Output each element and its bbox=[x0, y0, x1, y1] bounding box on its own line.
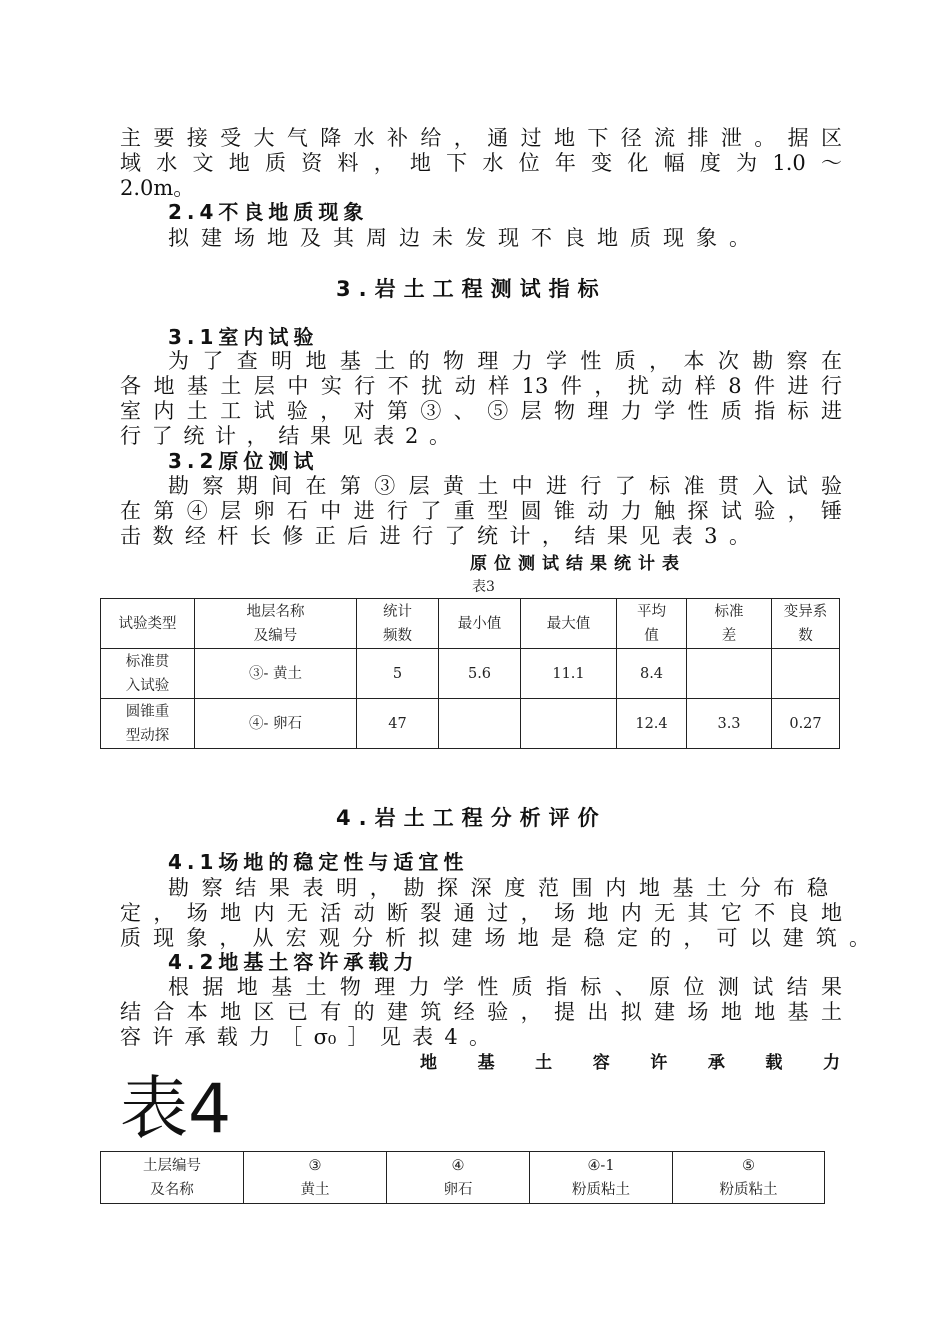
table-4-caption: 地基土容许承载力 bbox=[420, 1053, 840, 1073]
header-cell: ④-1 粉质粘土 bbox=[530, 1152, 673, 1204]
header-cell: 地层名称 及编号 bbox=[195, 599, 357, 649]
chapter-title-4: 4.岩土工程分析评价 bbox=[336, 806, 607, 830]
table-3-number: 表3 bbox=[472, 579, 495, 595]
table-cell: 0.27 bbox=[772, 699, 840, 749]
table-cell bbox=[439, 699, 521, 749]
paragraph-line: 主要接受大气降水补给，通过地下径流排泄。据区 bbox=[120, 126, 842, 150]
header-cell: ④ 卵石 bbox=[387, 1152, 530, 1204]
table-cell: ④- 卵石 bbox=[195, 699, 357, 749]
table-4 bbox=[100, 1151, 825, 1204]
paragraph-line: 结合本地区已有的建筑经验，提出拟建场地地基土 bbox=[120, 1000, 842, 1024]
table-header-row bbox=[101, 599, 840, 649]
table-cell: 11.1 bbox=[521, 649, 617, 699]
chapter-title-3: 3.岩土工程测试指标 bbox=[336, 277, 607, 301]
table-cell bbox=[687, 649, 772, 699]
paragraph-line: 各地基土层中实行不扰动样13件，扰动样8件进行 bbox=[120, 374, 842, 398]
table-cell: 3.3 bbox=[687, 699, 772, 749]
table-cell: 8.4 bbox=[617, 649, 687, 699]
paragraph-line: 勘察期间在第③层黄土中进行了标准贯入试验 bbox=[168, 474, 842, 498]
header-cell: 统计 频数 bbox=[357, 599, 439, 649]
section-heading-3-1: 3.1室内试验 bbox=[168, 325, 319, 349]
paragraph-line: 在第④层卵石中进行了重型圆锥动力触探试验，锤 bbox=[120, 499, 842, 523]
header-cell: ⑤ 粉质粘土 bbox=[673, 1152, 825, 1204]
paragraph-line: 定，场地内无活动断裂通过，场地内无其它不良地 bbox=[120, 901, 842, 925]
table-cell: ③- 黄土 bbox=[195, 649, 357, 699]
table-cell: 5 bbox=[357, 649, 439, 699]
paragraph-line: 质现象，从宏观分析拟建场地是稳定的，可以建筑。 bbox=[120, 926, 870, 950]
section-heading-4-1: 4.1场地的稳定性与适宜性 bbox=[168, 850, 469, 874]
header-cell: 最小值 bbox=[439, 599, 521, 649]
table-cell: 12.4 bbox=[617, 699, 687, 749]
table-3-caption: 原位测试结果统计表 bbox=[470, 554, 686, 574]
paragraph-line: 容许承载力［σ₀］见表4。 bbox=[120, 1025, 490, 1049]
header-cell: 变异系 数 bbox=[772, 599, 840, 649]
table-cell: 圆锥重 型动探 bbox=[101, 699, 195, 749]
paragraph-line: 2.0m。 bbox=[120, 176, 195, 200]
section-heading-3-2: 3.2原位测试 bbox=[168, 449, 319, 473]
paragraph-line: 为了查明地基土的物理力学性质，本次勘察在 bbox=[168, 349, 842, 373]
table-row bbox=[101, 649, 840, 699]
table-3 bbox=[100, 598, 840, 749]
header-cell: 试验类型 bbox=[101, 599, 195, 649]
header-cell: 平均 值 bbox=[617, 599, 687, 649]
paragraph-line: 拟建场地及其周边未发现不良地质现象。 bbox=[168, 226, 750, 250]
section-heading-4-2: 4.2地基土容许承载力 bbox=[168, 950, 419, 974]
table-cell: 标准贯 入试验 bbox=[101, 649, 195, 699]
paragraph-line: 根据地基土物理力学性质指标、原位测试结果 bbox=[168, 975, 842, 999]
header-cell: 标准 差 bbox=[687, 599, 772, 649]
table-cell: 5.6 bbox=[439, 649, 521, 699]
table-cell bbox=[772, 649, 840, 699]
paragraph-line: 行了统计，结果见表2。 bbox=[120, 424, 450, 448]
section-heading-2-4: 2.4不良地质现象 bbox=[168, 200, 369, 224]
paragraph-line: 域水文地质资料，地下水位年变化幅度为1.0～ bbox=[120, 151, 842, 175]
table-4-number: 表4 bbox=[120, 1070, 232, 1149]
header-cell: 土层编号 及名称 bbox=[101, 1152, 244, 1204]
table-header-row bbox=[101, 1152, 825, 1204]
table-cell: 47 bbox=[357, 699, 439, 749]
paragraph-line: 击数经杆长修正后进行了统计，结果见表3。 bbox=[120, 524, 750, 548]
header-cell: 最大值 bbox=[521, 599, 617, 649]
paragraph-line: 勘察结果表明，勘探深度范围内地基土分布稳 bbox=[168, 876, 828, 900]
table-cell bbox=[521, 699, 617, 749]
table-row bbox=[101, 699, 840, 749]
paragraph-line: 室内土工试验，对第③、⑤层物理力学性质指标进 bbox=[120, 399, 842, 423]
header-cell: ③ 黄土 bbox=[244, 1152, 387, 1204]
